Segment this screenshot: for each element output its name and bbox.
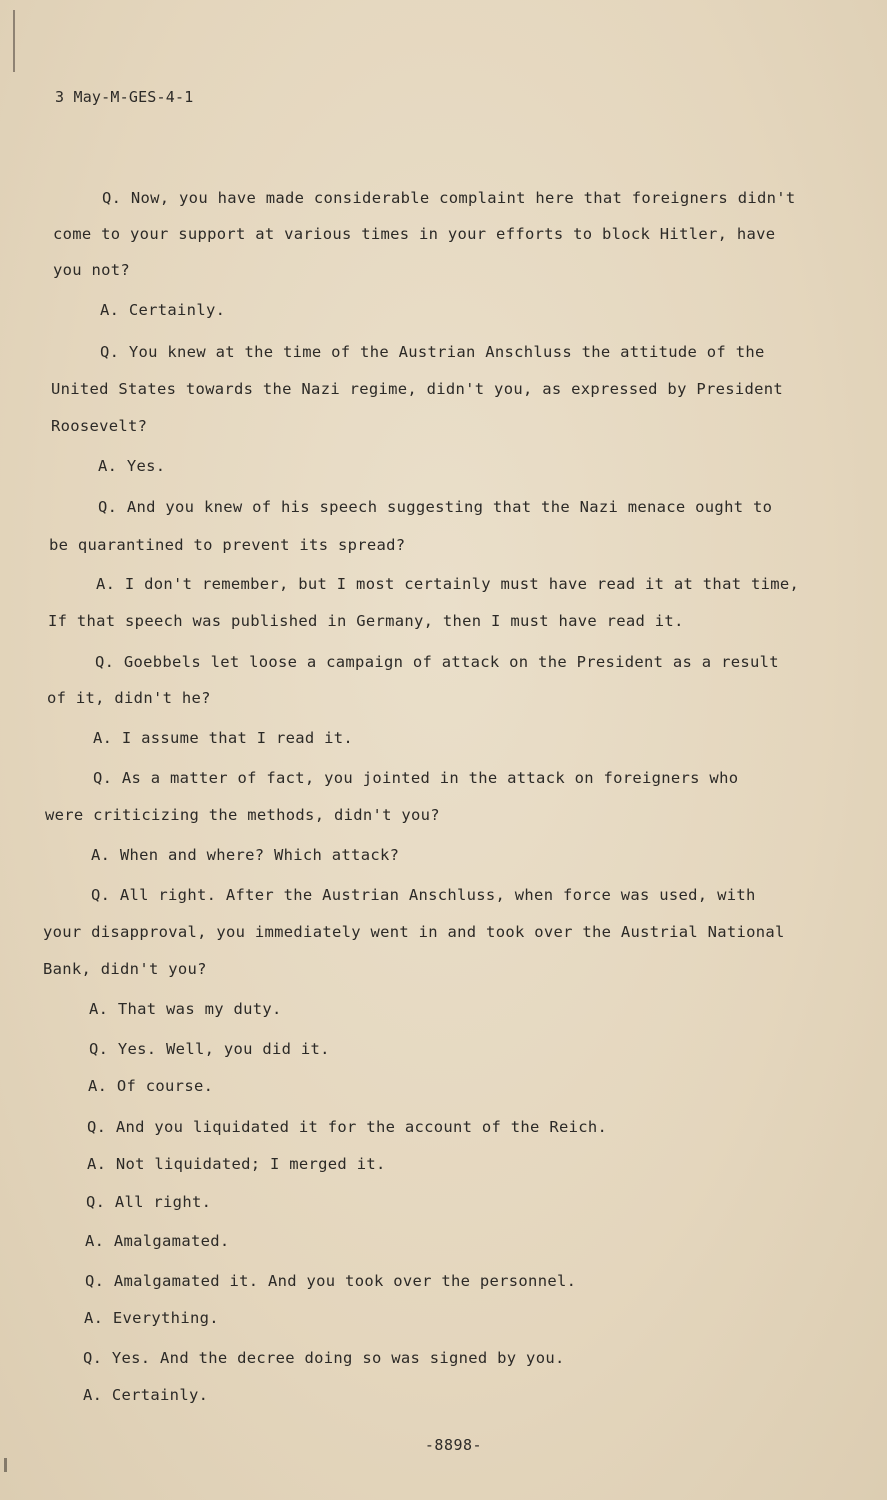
transcript-line: United States towards the Nazi regime, didn't you, as expressed by President — [51, 380, 784, 398]
transcript-line: were criticizing the methods, didn't you? — [45, 806, 440, 824]
transcript-line: Q. Now, you have made considerable complaint here that foreigners didn't — [102, 189, 796, 207]
transcript-line: Q. Goebbels let loose a campaign of attack on the President as a result — [95, 653, 779, 671]
transcript-line: A. Yes. — [98, 457, 166, 475]
transcript-line: Q. And you knew of his speech suggesting that the Nazi menace ought to — [98, 498, 773, 516]
transcript-line: Q. All right. — [86, 1193, 212, 1211]
transcript-line: A. Everything. — [84, 1309, 219, 1327]
transcript-line: A. Amalgamated. — [85, 1232, 230, 1250]
transcript-line: Q. You knew at the time of the Austrian Anschluss the attitude of the — [100, 343, 765, 361]
transcript-line: of it, didn't he? — [47, 689, 211, 707]
transcript-line: you not? — [53, 261, 131, 279]
transcript-line: Q. Yes. Well, you did it. — [89, 1040, 330, 1058]
transcript-line: Q. As a matter of fact, you jointed in the attack on foreigners who — [93, 769, 739, 787]
edge-mark — [13, 10, 15, 72]
transcript-line: A. Of course. — [88, 1077, 214, 1095]
transcript-line: A. I don't remember, but I most certainly must have read it at that time, — [96, 575, 800, 593]
transcript-line: If that speech was published in Germany, then I must have read it. — [48, 612, 684, 630]
transcript-line: Q. Yes. And the decree doing so was signed by you. — [83, 1349, 565, 1367]
transcript-line: A. That was my duty. — [89, 1000, 282, 1018]
transcript-line: Bank, didn't you? — [43, 960, 207, 978]
transcript-line: A. Certainly. — [83, 1386, 209, 1404]
transcript-line: Q. All right. After the Austrian Anschluss, when force was used, with — [91, 886, 756, 904]
transcript-line: be quarantined to prevent its spread? — [49, 536, 406, 554]
transcript-line: Q. Amalgamated it. And you took over the personnel. — [85, 1272, 577, 1290]
transcript-line: A. I assume that I read it. — [93, 729, 354, 747]
transcript-line: Q. And you liquidated it for the account of the Reich. — [87, 1118, 608, 1136]
transcript-line: A. Not liquidated; I merged it. — [87, 1155, 386, 1173]
transcript-line: A. When and where? Which attack? — [91, 846, 400, 864]
transcript-line: A. Certainly. — [100, 301, 226, 319]
transcript-line: your disapproval, you immediately went in and took over the Austrial National — [43, 923, 785, 941]
page-number: -8898- — [424, 1436, 483, 1454]
edge-mark-bottom — [4, 1458, 7, 1472]
document-reference: 3 May-M-GES-4-1 — [55, 88, 194, 106]
transcript-line: come to your support at various times in your efforts to block Hitler, have — [53, 225, 776, 243]
transcript-line: Roosevelt? — [51, 417, 148, 435]
